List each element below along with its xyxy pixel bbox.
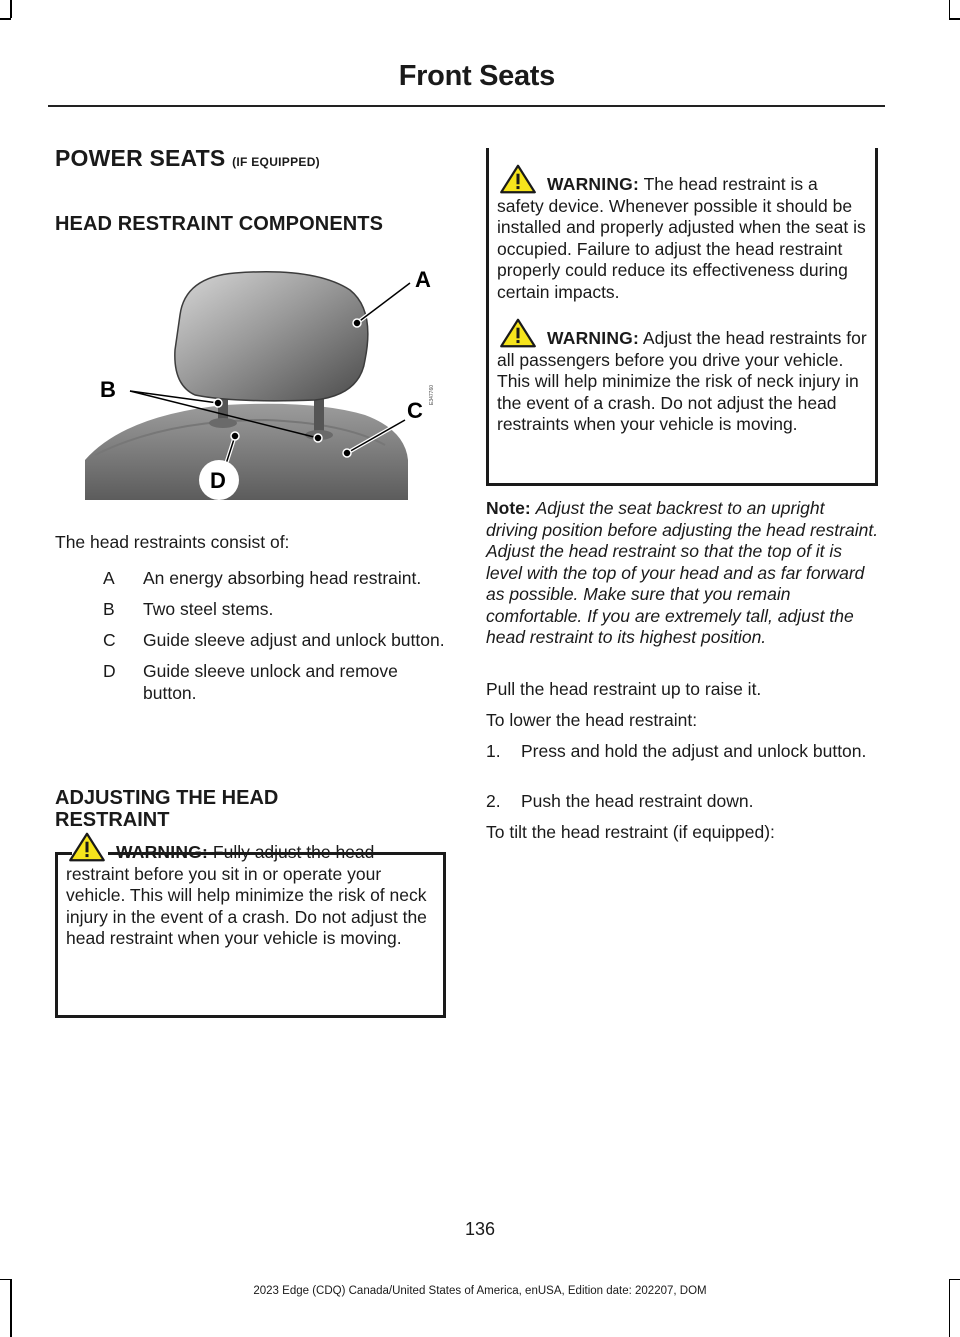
label-d: D <box>210 468 226 493</box>
adjust-heading: ADJUSTING THE HEAD RESTRAINT <box>55 787 279 831</box>
warning-text: The head restraint is a safety device. Whenever possible it should be installed and properly adjusted when the seat is occupied. Failure to adjust the head restraint properly could reduce its effectiveness during certain impacts. <box>497 174 866 302</box>
head-restraint-drawing <box>85 255 440 500</box>
component-row <box>55 629 447 651</box>
header-divider <box>48 105 885 107</box>
page-title: Front Seats <box>398 60 555 92</box>
warning-triangle-icon <box>66 832 108 862</box>
component-description: Two steel stems. <box>143 599 274 619</box>
warning-label: WARNING: <box>547 174 640 194</box>
footer-edition: 2023 Edge (CDQ) Canada/United States of America, enUSA, Edition date: 202207, DOM <box>253 1285 707 1297</box>
step-item <box>486 791 880 813</box>
step-number: 2. <box>486 791 501 811</box>
component-row <box>55 598 447 620</box>
step-text: Push the head restraint down. <box>521 791 754 811</box>
label-c: C <box>407 398 423 423</box>
step-text: Press and hold the adjust and unlock button. <box>521 741 867 761</box>
page-number: 136 <box>464 1219 496 1239</box>
component-row <box>55 660 447 704</box>
head-restraint-illustration <box>85 255 440 500</box>
step-number: 1. <box>486 741 501 761</box>
component-key-letter: D <box>103 661 116 681</box>
component-row <box>55 567 447 589</box>
label-b: B <box>100 377 116 402</box>
step-item <box>486 741 880 763</box>
warning-text: restraint before you sit in or operate your vehicle. This will help minimize the risk of neck injury in the event of a crash. Do not adjust the head restraint when your vehicle is moving. <box>66 863 427 948</box>
crop-mark <box>949 18 960 20</box>
tilt-intro: To tilt the head restraint (if equipped): <box>486 822 775 842</box>
component-description: Guide sleeve adjust and unlock button. <box>143 630 445 650</box>
warning-top-border <box>58 852 72 855</box>
warning-triangle-icon <box>497 318 539 348</box>
components-list <box>55 567 447 713</box>
crop-mark <box>949 1279 960 1281</box>
component-key <box>55 629 143 651</box>
crop-mark <box>0 1279 11 1281</box>
crop-mark <box>0 18 11 20</box>
crop-mark <box>10 0 12 18</box>
warning-triangle-icon <box>497 164 539 194</box>
warning-top-border <box>108 852 446 855</box>
components-heading: HEAD RESTRAINT COMPONENTS <box>55 213 384 235</box>
note-label: Note: <box>486 498 531 518</box>
raise-instruction: Pull the head restraint up to raise it. <box>486 679 762 699</box>
warning-label: WARNING: <box>547 328 640 348</box>
component-key <box>55 660 143 704</box>
left-column <box>55 145 447 235</box>
component-description: Guide sleeve unlock and remove button. <box>143 661 398 703</box>
label-a: A <box>415 267 431 292</box>
power-seats-heading <box>55 145 447 185</box>
if-equipped-tag: (IF EQUIPPED) <box>232 155 320 169</box>
component-description: An energy absorbing head restraint. <box>143 568 422 588</box>
warning-box <box>486 148 878 486</box>
warning-text: Adjust the head restraints for all passengers before you drive your vehicle. This will help minimize the risk of neck injury in the event of a crash. Do not adjust the head restraints when your vehicle is moving. <box>497 328 867 434</box>
lower-intro: To lower the head restraint: <box>486 710 698 730</box>
figure-code: E347760 <box>429 384 435 405</box>
warning-box <box>55 852 446 1018</box>
note-text: Adjust the seat backrest to an upright driving position before adjusting the head restraint. Adjust the head restraint so that the top of it is level with the top of your head and as far forward as possible. Make sure that you remain comfortable. If you are extremely tall, adjust the head restraint to its highest position. <box>486 498 879 647</box>
components-intro: The head restraints consist of: <box>55 532 290 552</box>
component-key-letter: A <box>103 568 115 588</box>
component-key <box>55 598 143 620</box>
component-key <box>55 567 143 589</box>
note-paragraph <box>486 498 880 649</box>
power-seats-title: POWER SEATS <box>55 145 226 171</box>
component-key-letter: B <box>103 599 115 619</box>
crop-mark <box>949 0 951 18</box>
component-key-letter: C <box>103 630 116 650</box>
